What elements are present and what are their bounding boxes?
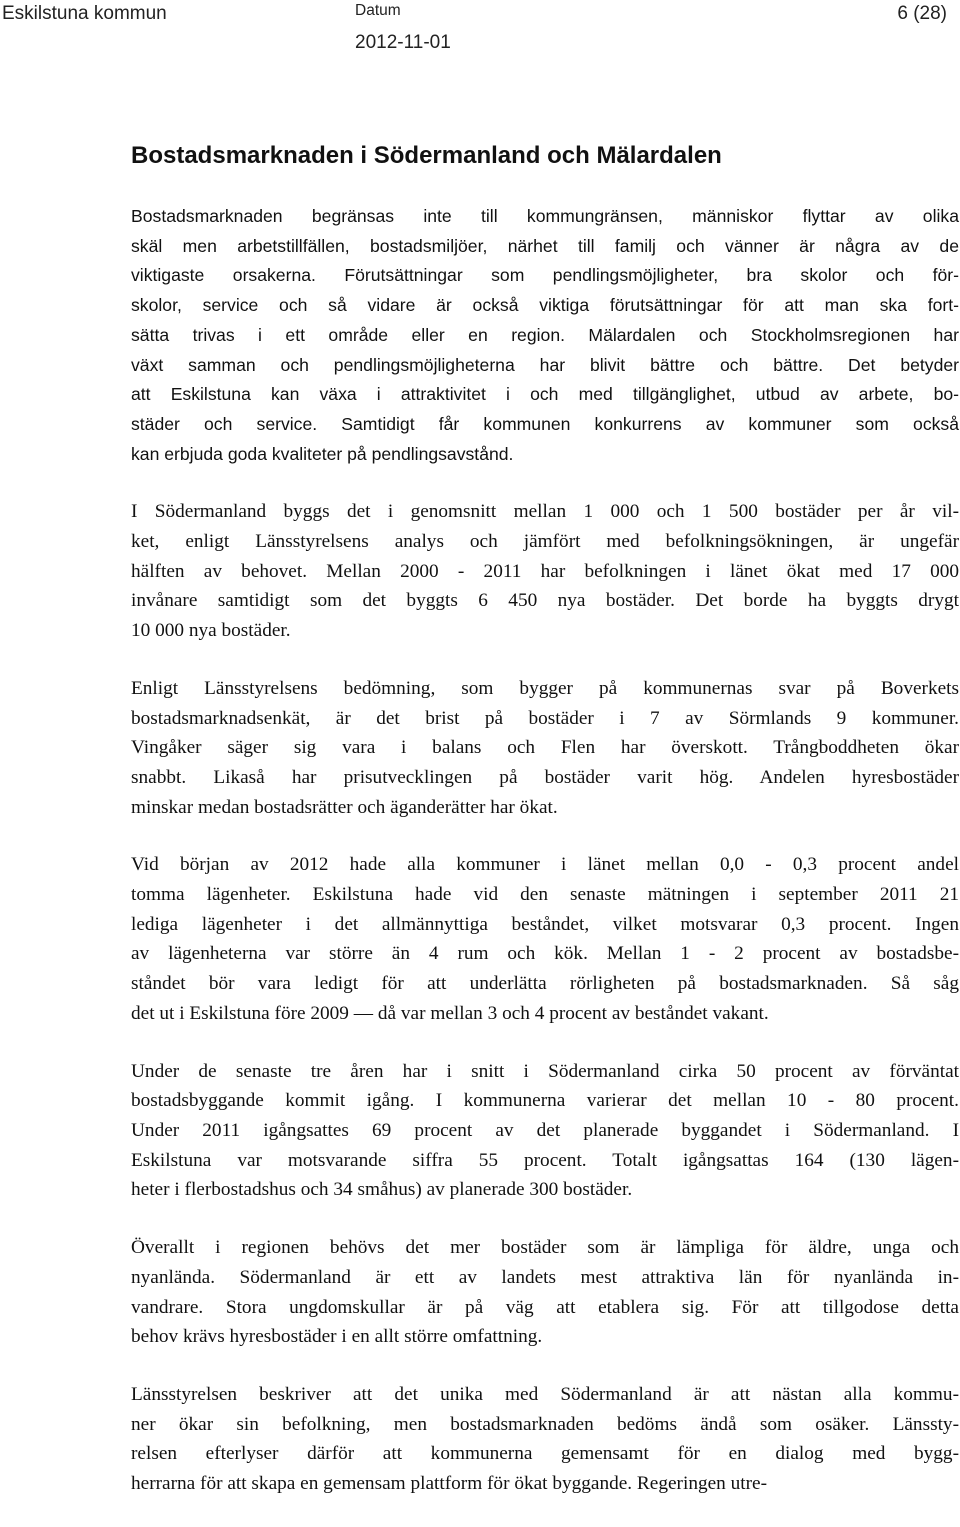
paragraph-line: Vid början av 2012 hade alla kommuner i länet mellan 0,0 - 0,3 procent andel — [131, 854, 959, 876]
paragraph-line: tomma lägenheter. Eskilstuna hade vid den senaste mätningen i september 2011 21 — [131, 884, 959, 906]
paragraph-line: Under 2011 igångsattes 69 procent av det planerade byggandet i Södermanland. I — [131, 1119, 959, 1141]
paragraph — [131, 497, 959, 646]
header-organization: Eskilstuna kommun — [2, 3, 167, 24]
paragraph — [131, 1057, 959, 1206]
paragraph-line: Vingåker säger sig vara i balans och Flen har överskott. Trångboddheten ökar — [131, 737, 959, 759]
paragraph-line: hälften av behovet. Mellan 2000 - 2011 har befolkningen i länet ökat med 17 000 — [131, 560, 959, 582]
paragraph-line: ner ökar sin befolkning, men bostadsmarknaden bedöms ändå som osäker. Länssty- — [131, 1413, 959, 1435]
paragraph-line: att Eskilstuna kan växa i attraktivitet i och med tillgänglighet, utbud av arbete, bo- — [131, 384, 959, 405]
paragraph-line: 10 000 nya bostäder. — [131, 620, 291, 642]
paragraph-line: lediga lägenheter i det allmännyttiga beståndet, vilket motsvarar 0,3 procent. Ingen — [131, 913, 959, 935]
paragraph-line: städer och service. Samtidigt får kommunen konkurrens av kommuner som också — [131, 413, 959, 434]
paragraph-line: viktigaste orsakerna. Förutsättningar som pendlingsmöjligheter, bra skolor och för- — [131, 265, 959, 286]
section-title: Bostadsmarknaden i Södermanland och Mälardalen — [131, 142, 722, 169]
paragraph — [131, 1233, 959, 1352]
paragraph-line: Bostadsmarknaden begränsas inte till kommungränsen, människor flyttar av olika — [131, 206, 959, 226]
paragraph-line: heter i flerbostadshus och 34 småhus) av planerade 300 bostäder. — [131, 1179, 633, 1201]
paragraph-line: relsen efterlyser därför att kommunerna gemensamt för en dialog med bygg- — [131, 1443, 959, 1465]
header-date: 2012-11-01 — [355, 32, 451, 53]
paragraph-line: nyanlända. Södermanland är ett av landets mest attraktiva län för nyanlända in- — [131, 1266, 959, 1288]
paragraph-line: sätta trivas i ett område eller en region. Mälardalen och Stockholmsregionen har — [131, 324, 959, 345]
header-page-number: 6 (28) — [897, 3, 947, 24]
paragraph-line: minskar medan bostadsrätter och äganderätter har ökat. — [131, 796, 558, 818]
paragraph-line: Under de senaste tre åren har i snitt i Södermanland cirka 50 procent av förväntat — [131, 1060, 959, 1082]
paragraph — [131, 1380, 959, 1499]
paragraph-line: herrarna för att skapa en gemensam plattform för ökat byggande. Regeringen utre- — [131, 1473, 768, 1495]
paragraph-line: vandrare. Stora ungdomskullar är på väg att etablera sig. För att tillgodose detta — [131, 1296, 959, 1318]
paragraph — [131, 674, 959, 823]
paragraph-line: invånare samtidigt som det byggts 6 450 nya bostäder. Det borde ha byggts drygt — [131, 590, 959, 612]
document-body — [131, 202, 959, 1527]
paragraph-line: Eskilstuna var motsvarande siffra 55 procent. Totalt igångsattas 164 (130 lägen- — [131, 1149, 959, 1171]
paragraph-line: det ut i Eskilstuna före 2009 — då var mellan 3 och 4 procent av beståndet vakant. — [131, 1002, 769, 1024]
paragraph-line: Överallt i regionen behövs det mer bostäder som är lämpliga för äldre, unga och — [131, 1237, 959, 1259]
paragraph-line: I Södermanland byggs det i genomsnitt mellan 1 000 och 1 500 bostäder per år vil- — [131, 501, 959, 523]
paragraph-line: ståndet bör vara ledigt för att underlätta rörligheten på bostadsmarknaden. Så såg — [131, 973, 959, 995]
paragraph-line: Länsstyrelsen beskriver att det unika med Södermanland är att nästan alla kommu- — [131, 1383, 959, 1405]
paragraph — [131, 202, 959, 469]
paragraph-line: Enligt Länsstyrelsens bedömning, som bygger på kommunernas svar på Boverkets — [131, 677, 959, 699]
header-date-label: Datum — [355, 2, 401, 19]
paragraph-line: snabbt. Likaså har prisutvecklingen på bostäder varit hög. Andelen hyresbostäder — [131, 766, 959, 788]
paragraph-line: ket, enligt Länsstyrelsens analys och jämfört med befolkningsökningen, är ungefär — [131, 531, 959, 553]
paragraph-line: bostadsbyggande kommit igång. I kommunerna varierar det mellan 10 - 80 procent. — [131, 1090, 959, 1112]
paragraph-line: skäl men arbetstillfällen, bostadsmiljöer, närhet till familj och vänner är några av de — [131, 235, 959, 256]
paragraph-line: skolor, service och så vidare är också viktiga förutsättningar för att man ska fort- — [131, 295, 959, 316]
paragraph-line: behov krävs hyresbostäder i en allt större omfattning. — [131, 1326, 543, 1348]
paragraph — [131, 850, 959, 1028]
paragraph-line: bostadsmarknadsenkät, är det brist på bostäder i 7 av Sörmlands 9 kommuner. — [131, 707, 959, 729]
paragraph-line: av lägenheterna var större än 4 rum och kök. Mellan 1 - 2 procent av bostadsbe- — [131, 943, 959, 965]
paragraph-line: växt samman och pendlingsmöjligheterna har blivit bättre och bättre. Det betyder — [131, 354, 959, 375]
paragraph-line: kan erbjuda goda kvaliteter på pendlingsavstånd. — [131, 443, 514, 464]
